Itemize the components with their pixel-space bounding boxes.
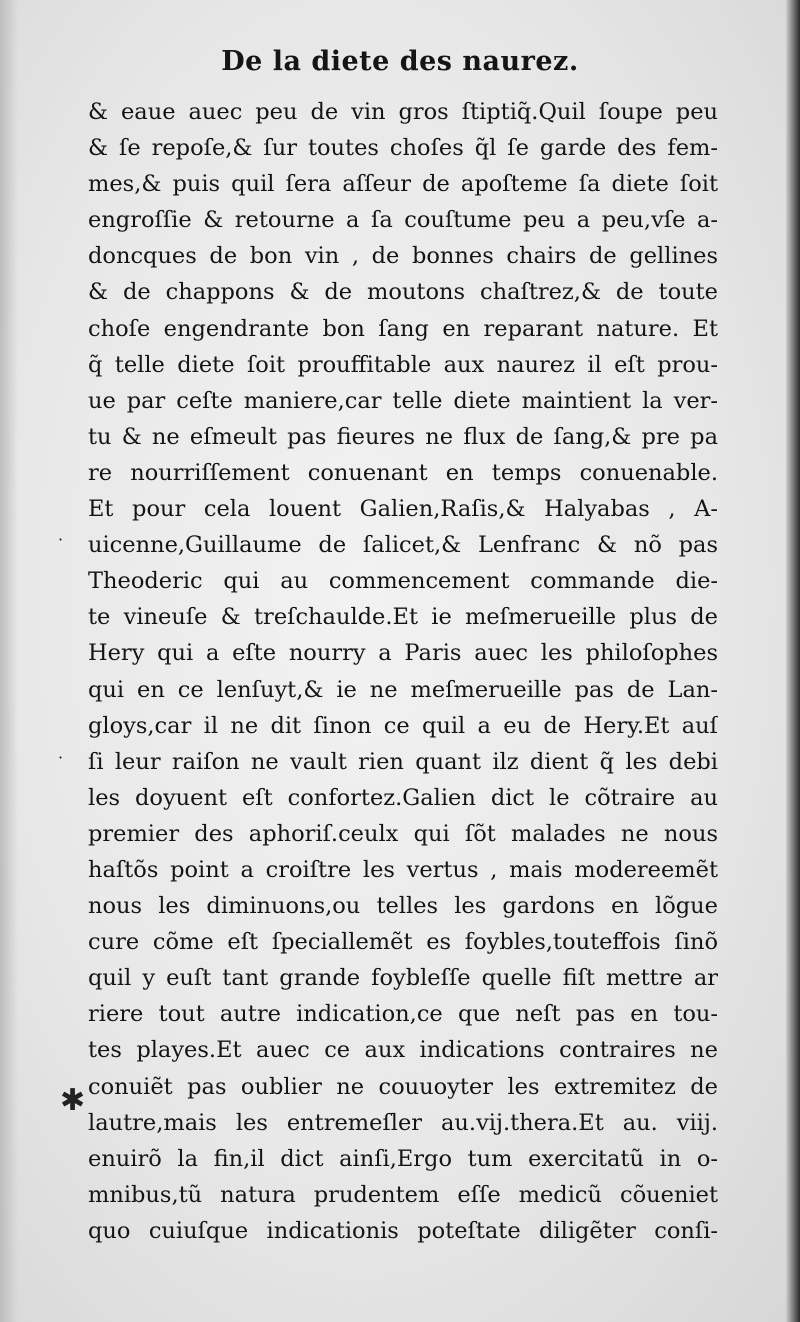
text-line: riere tout autre indication,ce que neſt pas en tou- [88,1001,718,1028]
text-line: nous les diminuons,ou telles les gardons en lõgue [88,893,718,920]
text-line: ſi leur raiſon ne vault rien quant ilz dient q̃ les debi [88,748,718,775]
text-line: quil y euſt tant grande foybleſſe quelle fiſt mettre ar [88,965,718,992]
text-line: tes playes.Et auec ce aux indications contraires ne [88,1037,718,1064]
text-line: les doyuent eſt confortez.Galien dict le cõtraire au [88,784,718,811]
text-line: & ſe repoſe,& ſur toutes choſes q̃l ſe garde des fem- [88,135,718,162]
text-line: engroſſie & retourne a ſa couſtume peu a peu,vſe a- [88,207,718,234]
body-text [88,94,718,1249]
text-line: conuiẽt pas oublier ne couuoyter les extremitez de [88,1073,718,1100]
text-line: qui en ce lenſuyt,& ie ne meſmerueille pas de Lan- [88,676,718,703]
text-line: re nourriſſement conuenant en temps conuenable. [88,459,718,486]
text-line: enuirõ la fin,il dict ainſi,Ergo tum exercitatũ in o- [88,1145,718,1172]
text-line: uicenne,Guillaume de ſalicet,& Lenfranc & nõ pas [88,532,718,559]
text-line: & de chappons & de moutons chaſtrez,& de toute [88,279,718,306]
text-line: cure cõme eſt ſpeciallemẽt es foybles,touteffois ſinõ [88,929,718,956]
text-line: gloys,car il ne dit ſinon ce quil a eu de Hery.Et auſ [88,712,718,739]
page-gutter-shadow [0,0,18,1322]
text-line: Hery qui a eſte nourry a Paris auec les philoſophes [88,640,718,667]
text-line: q̃ telle diete ſoit prouffitable aux naurez il eſt prou- [88,351,718,378]
text-line: & eaue auec peu de vin gros ſtiptiq̃.Quil ſoupe peu [88,99,718,125]
text-line: choſe engendrante bon ſang en reparant nature. Et [88,315,718,342]
margin-dot: · [58,748,64,767]
text-line: ue par ceſte maniere,car telle diete maintient la ver- [88,387,718,414]
text-line: mes,& puis quil ſera aſſeur de apoſteme ſa diete ſoit [88,171,718,198]
margin-asterisk: ✱ [60,1083,86,1118]
page-edge-shadow [786,0,800,1322]
text-line: doncques de bon vin , de bonnes chairs de gellines [88,243,718,270]
text-line: te vineuſe & treſchaulde.Et ie meſmerueille plus de [88,604,718,631]
text-line: mnibus,tũ natura prudentem eſſe medicũ cõueniet [88,1181,718,1208]
text-line: Theoderic qui au commencement commande die- [88,568,718,595]
text-line: tu & ne eſmeult pas fieures ne flux de ſang,& pre pa [88,423,718,450]
text-line: haſtõs point a croiſtre les vertus , mais modereemẽt [88,856,718,883]
text-line: Et pour cela louent Galien,Raſis,& Halyabas , A- [88,496,718,523]
margin-dot: · [58,530,64,549]
text-line: premier des aphoriſ.ceulx qui ſõt malades ne nous [88,820,718,847]
text-line: quo cuiuſque indicationis poteſtate diligẽter conſi- [88,1217,718,1244]
running-head: De la diete des naurez. [221,46,579,77]
text-line: lautre,mais les entremeſler au.vij.thera.Et au. viij. [88,1109,718,1136]
